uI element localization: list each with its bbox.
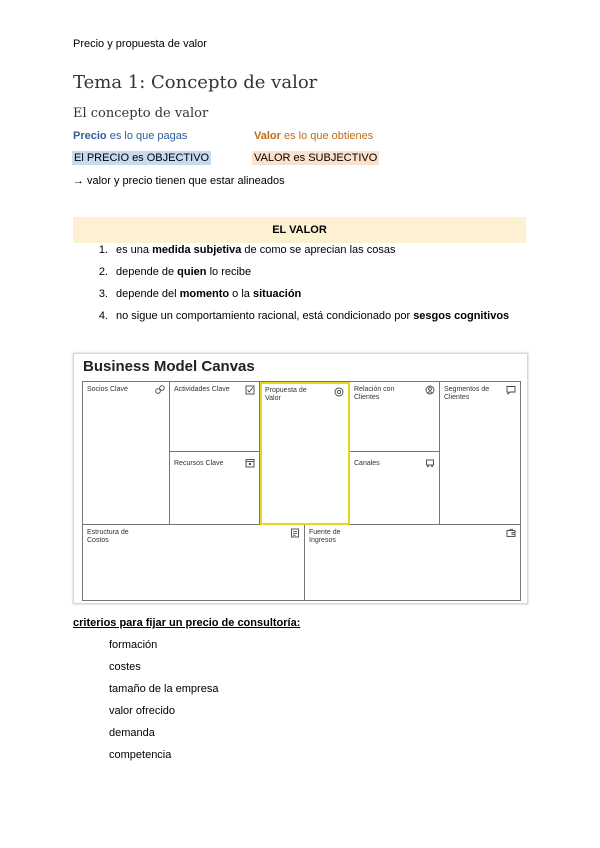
- criteria-item: costes: [109, 661, 141, 673]
- price-objective-highlight: El PRECIO es OBJECTIVO: [74, 152, 210, 164]
- partners-icon: [155, 385, 165, 395]
- business-model-canvas: [73, 353, 528, 604]
- list-item: 4. no sigue un comportamiento racional, está condicionado por sesgos cognitivos: [98, 310, 510, 322]
- gift-icon: [334, 387, 344, 397]
- criteria-item: tamaño de la empresa: [109, 683, 219, 695]
- criteria-item: competencia: [109, 749, 172, 761]
- checkbox-icon: [245, 385, 255, 395]
- criteria-item: demanda: [109, 727, 155, 739]
- value-subjective: [252, 152, 379, 164]
- block-key-partners: Socios Clave: [83, 382, 170, 525]
- truck-icon: [425, 458, 435, 468]
- block-key-activities: Actividades Clave: [170, 382, 260, 452]
- value-label: Valor: [254, 130, 281, 142]
- price-objective: [72, 152, 211, 164]
- topic-title: Tema 1: Concepto de valor: [73, 72, 318, 93]
- canvas-grid: [82, 381, 521, 601]
- value-list: [88, 244, 548, 332]
- user-icon: [425, 385, 435, 395]
- block-customer-segments: Segmentos de Clientes: [440, 382, 520, 525]
- wallet-icon: [506, 528, 516, 538]
- document-header: Precio y propuesta de valor: [73, 38, 207, 50]
- block-revenue-streams: Fuente de Ingresos: [305, 525, 520, 600]
- canvas-title: Business Model Canvas: [83, 358, 255, 375]
- block-value-proposition: Propuesta de Valor: [260, 382, 350, 525]
- block-channels: Canales: [350, 452, 440, 525]
- resources-icon: [245, 458, 255, 468]
- list-item: 3. depende del momento o la situación: [98, 288, 302, 300]
- block-cost-structure: Estructura de Costos: [83, 525, 305, 600]
- list-item: 1. es una medida subjetiva de como se aprecian las cosas: [98, 244, 396, 256]
- block-customer-relationships: Relación con Clientes: [350, 382, 440, 452]
- price-label: Precio: [73, 130, 107, 142]
- value-subjective-highlight: VALOR es SUBJECTIVO: [254, 152, 378, 164]
- criteria-item: valor ofrecido: [109, 705, 176, 717]
- block-key-resources: Recursos Clave: [170, 452, 260, 525]
- chat-icon: [506, 385, 516, 395]
- value-banner: EL VALOR: [73, 217, 526, 243]
- arrow-icon: →: [73, 175, 84, 187]
- document-icon: [290, 528, 300, 538]
- price-definition: [73, 130, 187, 142]
- value-definition: [254, 130, 373, 142]
- criteria-item: formación: [109, 639, 158, 651]
- section-subtitle: El concepto de valor: [73, 106, 209, 121]
- alignment-note: [73, 175, 285, 187]
- list-item: 2. depende de quien lo recibe: [98, 266, 252, 278]
- criteria-title: criterios para fijar un precio de consultoría:: [73, 617, 301, 629]
- price-text: es lo que pagas: [106, 130, 188, 142]
- alignment-text: valor y precio tienen que estar alineados: [84, 175, 285, 187]
- value-text: es lo que obtienes: [280, 130, 374, 142]
